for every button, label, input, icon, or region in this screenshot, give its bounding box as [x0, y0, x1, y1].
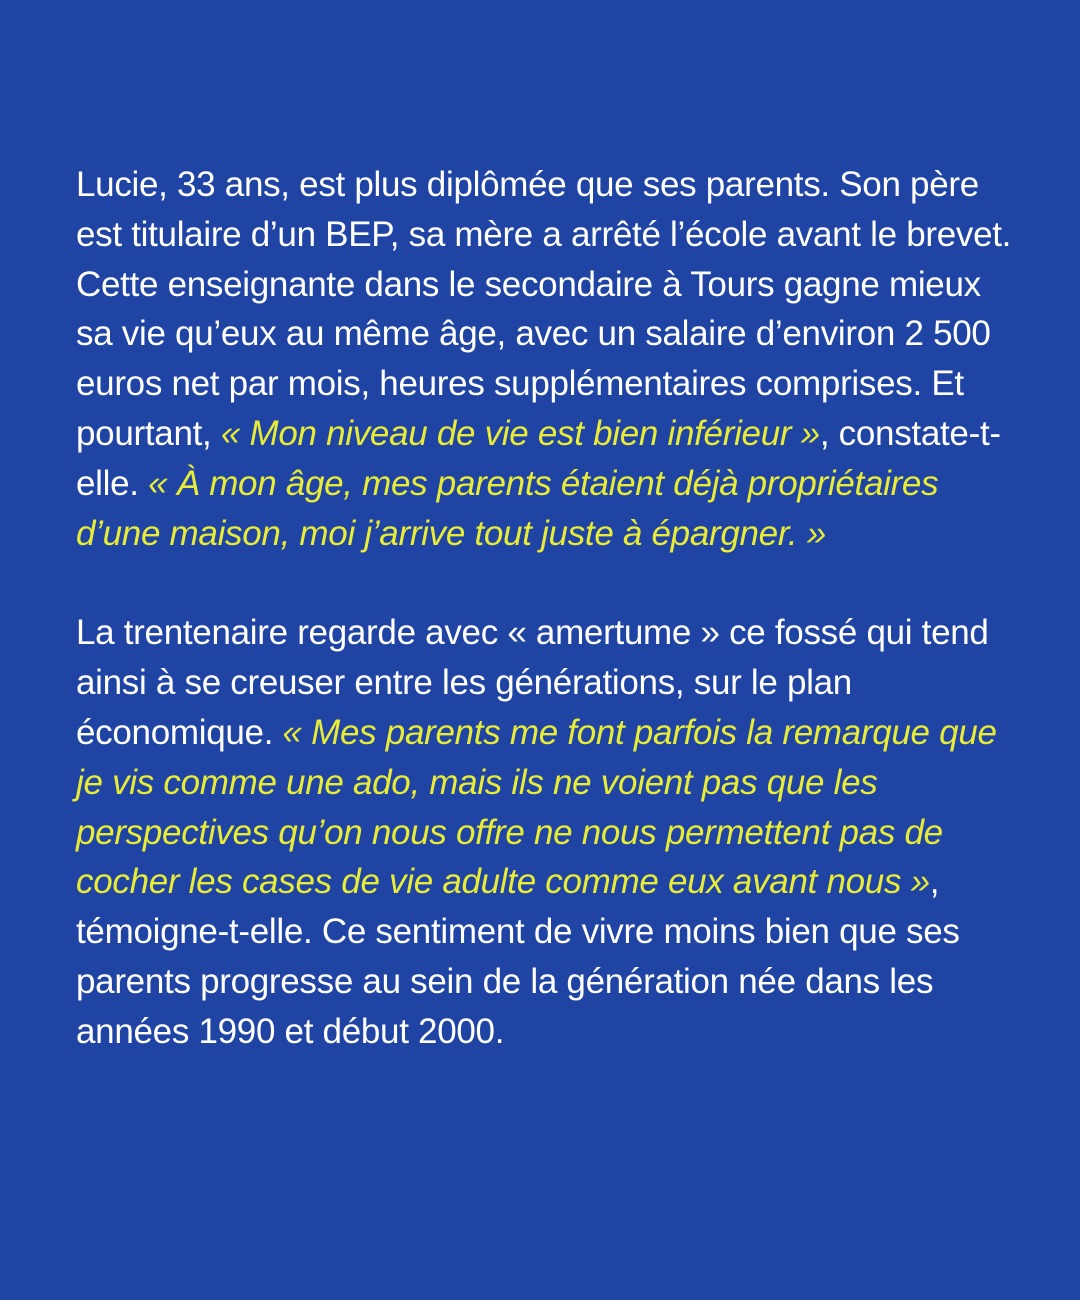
paragraph-2-text-a: La trentenaire regarde avec « amertume » ce fossé qui tend ainsi à se creuser entre les générations, sur le plan économique. — [76, 613, 989, 752]
paragraph-2-text-b: , témoigne-t-elle. Ce sentiment de vivre moins bien que ses parents progresse au sein de la génération née dans les années 1990 et début 2000. — [76, 862, 960, 1051]
paragraph-1-text-b: , constate-t-elle. — [76, 413, 1001, 503]
paragraph-lucie-intro — [76, 160, 1026, 558]
paragraph-1-quote-a: « Mon niveau de vie est bien inférieur » — [220, 413, 820, 453]
article-text-block — [76, 160, 1026, 1057]
paragraph-generation-gap — [76, 608, 1026, 1056]
paragraph-1-quote-b: « À mon âge, mes parents étaient déjà propriétaires d’une maison, moi j’arrive tout juste à épargner. » — [76, 463, 939, 553]
paragraph-2-quote-a: « Mes parents me font parfois la remarque que je vis comme une ado, mais ils ne voient pas que les perspectives qu’on nous offre ne nous permettent pas de cocher les cases de vie adulte comme eux avant nous » — [76, 712, 997, 902]
paragraph-1-text-a: Lucie, 33 ans, est plus diplômée que ses parents. Son père est titulaire d’un BEP, sa mère a arrêté l’école avant le brevet. Cette enseignante dans le secondaire à Tours gagne mieux sa vie qu’eux au même âge, avec un salaire d’environ 2 500 euros net par mois, heures supplémentaires comprises. Et pourtant, — [76, 165, 1012, 453]
